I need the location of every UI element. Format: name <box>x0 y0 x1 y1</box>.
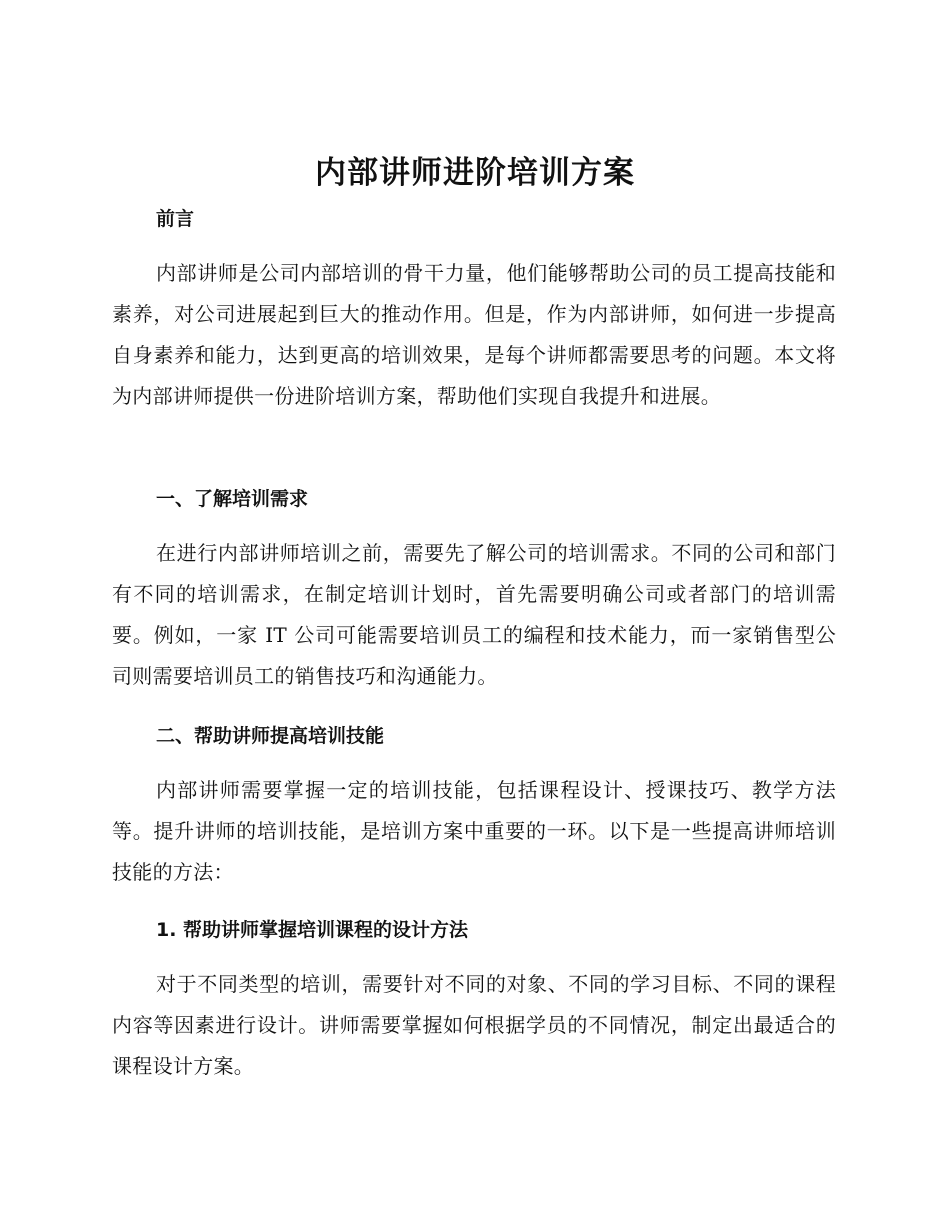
document-title: 内部讲师进阶培训方案 <box>315 155 635 191</box>
section-heading-course-design: 1. 帮助讲师掌握培训课程的设计方法 <box>156 919 469 941</box>
section-heading-preface: 前言 <box>156 208 195 230</box>
section-paragraph-preface: 内部讲师是公司内部培训的骨干力量，他们能够帮助公司的员工提高技能和素养，对公司进展起到巨大的推动作用。但是，作为内部讲师，如何进一步提高自身素养和能力，达到更高的培训效果，是每个讲师都需要思考的问题。本文将为内部讲师提供一份进阶培训方案，帮助他们实现自我提升和进展。 <box>112 261 836 408</box>
section-paragraph-course-design: 对于不同类型的培训，需要针对不同的对象、不同的学习目标、不同的课程内容等因素进行设计。讲师需要掌握如何根据学员的不同情况，制定出最适合的课程设计方案。 <box>112 972 836 1078</box>
section-paragraph-training-needs: 在进行内部讲师培训之前，需要先了解公司的培训需求。不同的公司和部门有不同的培训需求，在制定培训计划时，首先需要明确公司或者部门的培训需要。例如，一家 IT 公司可能需要培训员工的编程和技术能力，而一家销售型公司则需要培训员工的销售技巧和沟通能力。 <box>112 541 836 688</box>
section-paragraph-training-skills: 内部讲师需要掌握一定的培训技能，包括课程设计、授课技巧、教学方法等。提升讲师的培训技能，是培训方案中重要的一环。以下是一些提高讲师培训技能的方法： <box>112 778 836 884</box>
section-heading-training-skills: 二、帮助讲师提高培训技能 <box>156 725 385 747</box>
section-heading-training-needs: 一、了解培训需求 <box>156 488 309 510</box>
